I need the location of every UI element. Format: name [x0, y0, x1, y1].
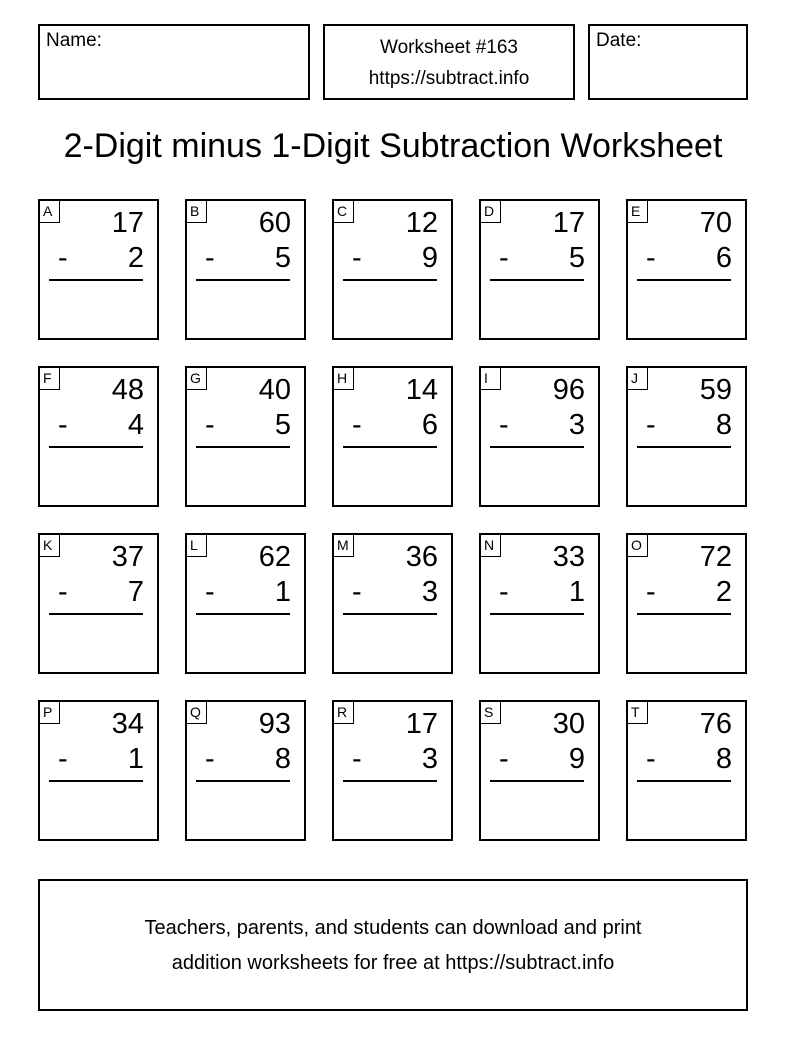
minuend: 17: [111, 207, 144, 239]
minuend: 33: [552, 541, 585, 573]
subtrahend: 8: [715, 743, 732, 775]
minus-sign: -: [58, 409, 68, 441]
minus-sign: -: [58, 242, 68, 274]
minus-sign: -: [646, 743, 656, 775]
problem-label: G: [187, 368, 207, 390]
problem-card: [38, 533, 159, 674]
worksheet-number: Worksheet #163: [379, 37, 518, 58]
subtrahend: 8: [274, 743, 291, 775]
minuend: 70: [699, 207, 732, 239]
answer-line: [49, 446, 143, 448]
problem-card: [479, 366, 600, 507]
answer-line: [637, 279, 731, 281]
minuend: 12: [405, 207, 438, 239]
problem-label: O: [628, 535, 648, 557]
answer-line: [49, 613, 143, 615]
problem-card: [38, 700, 159, 841]
subtrahend: 3: [421, 743, 438, 775]
problem-card: [332, 366, 453, 507]
problem-label: T: [628, 702, 648, 724]
minuend: 30: [552, 708, 585, 740]
problem-label: C: [334, 201, 354, 223]
minuend: 36: [405, 541, 438, 573]
minus-sign: -: [205, 242, 215, 274]
answer-line: [196, 613, 290, 615]
worksheet-info-box: [323, 24, 575, 100]
subtrahend: 6: [421, 409, 438, 441]
name-label: Name:: [46, 30, 102, 51]
subtrahend: 1: [127, 743, 144, 775]
problem-card: [185, 366, 306, 507]
minus-sign: -: [646, 409, 656, 441]
subtrahend: 7: [127, 576, 144, 608]
minuend: 72: [699, 541, 732, 573]
minuend: 37: [111, 541, 144, 573]
problem-card: [626, 199, 747, 340]
problem-card: [185, 700, 306, 841]
minuend: 40: [258, 374, 291, 406]
answer-line: [196, 279, 290, 281]
problem-card: [479, 533, 600, 674]
name-field[interactable]: [38, 24, 310, 100]
minus-sign: -: [205, 409, 215, 441]
minus-sign: -: [352, 409, 362, 441]
problem-card: [479, 700, 600, 841]
minus-sign: -: [646, 576, 656, 608]
footer-line-2: addition worksheets for free at https://subtract.info: [171, 952, 615, 974]
minus-sign: -: [352, 242, 362, 274]
problem-card: [38, 366, 159, 507]
answer-line: [637, 780, 731, 782]
answer-line: [343, 780, 437, 782]
minus-sign: -: [58, 576, 68, 608]
subtrahend: 1: [274, 576, 291, 608]
problem-label: N: [481, 535, 501, 557]
page-title: 2-Digit minus 1-Digit Subtraction Worksheet: [63, 127, 723, 165]
footer-line-1: Teachers, parents, and students can download and print: [144, 917, 642, 939]
answer-line: [196, 780, 290, 782]
answer-line: [637, 613, 731, 615]
minuend: 14: [405, 374, 438, 406]
problem-label: J: [628, 368, 648, 390]
answer-line: [637, 446, 731, 448]
subtrahend: 2: [715, 576, 732, 608]
answer-line: [490, 780, 584, 782]
problem-label: H: [334, 368, 354, 390]
problem-card: [332, 199, 453, 340]
minus-sign: -: [499, 242, 509, 274]
subtrahend: 5: [568, 242, 585, 274]
subtrahend: 9: [421, 242, 438, 274]
answer-line: [196, 446, 290, 448]
problem-card: [185, 199, 306, 340]
problem-label: E: [628, 201, 648, 223]
subtrahend: 1: [568, 576, 585, 608]
problem-card: [479, 199, 600, 340]
problem-card: [38, 199, 159, 340]
minuend: 62: [258, 541, 291, 573]
subtrahend: 6: [715, 242, 732, 274]
answer-line: [343, 279, 437, 281]
minus-sign: -: [205, 743, 215, 775]
subtrahend: 9: [568, 743, 585, 775]
minuend: 96: [552, 374, 585, 406]
minus-sign: -: [499, 743, 509, 775]
minus-sign: -: [646, 242, 656, 274]
minus-sign: -: [499, 576, 509, 608]
minuend: 76: [699, 708, 732, 740]
minuend: 17: [405, 708, 438, 740]
answer-line: [343, 446, 437, 448]
answer-line: [343, 613, 437, 615]
subtrahend: 5: [274, 242, 291, 274]
subtrahend: 5: [274, 409, 291, 441]
answer-line: [490, 613, 584, 615]
subtrahend: 3: [568, 409, 585, 441]
minus-sign: -: [205, 576, 215, 608]
minuend: 60: [258, 207, 291, 239]
problem-label: B: [187, 201, 207, 223]
minus-sign: -: [58, 743, 68, 775]
minuend: 59: [699, 374, 732, 406]
minuend: 48: [111, 374, 144, 406]
problem-label: K: [40, 535, 60, 557]
problem-card: [626, 533, 747, 674]
minuend: 34: [111, 708, 144, 740]
problem-label: I: [481, 368, 501, 390]
footer-box: [38, 879, 748, 1011]
problem-label: S: [481, 702, 501, 724]
answer-line: [49, 780, 143, 782]
minus-sign: -: [499, 409, 509, 441]
answer-line: [49, 279, 143, 281]
problem-label: P: [40, 702, 60, 724]
minuend: 17: [552, 207, 585, 239]
problem-label: L: [187, 535, 207, 557]
date-label: Date:: [596, 30, 642, 51]
answer-line: [490, 446, 584, 448]
problem-label: R: [334, 702, 354, 724]
problem-card: [332, 533, 453, 674]
subtrahend: 4: [127, 409, 144, 441]
problem-card: [626, 700, 747, 841]
answer-line: [490, 279, 584, 281]
problem-label: F: [40, 368, 60, 390]
problem-label: A: [40, 201, 60, 223]
subtrahend: 3: [421, 576, 438, 608]
minus-sign: -: [352, 743, 362, 775]
worksheet-website: https://subtract.info: [368, 68, 530, 89]
problem-label: D: [481, 201, 501, 223]
date-field[interactable]: [588, 24, 748, 100]
minus-sign: -: [352, 576, 362, 608]
subtrahend: 8: [715, 409, 732, 441]
subtrahend: 2: [127, 242, 144, 274]
problem-card: [332, 700, 453, 841]
problem-label: Q: [187, 702, 207, 724]
minuend: 93: [258, 708, 291, 740]
problem-card: [626, 366, 747, 507]
problem-label: M: [334, 535, 354, 557]
problem-card: [185, 533, 306, 674]
